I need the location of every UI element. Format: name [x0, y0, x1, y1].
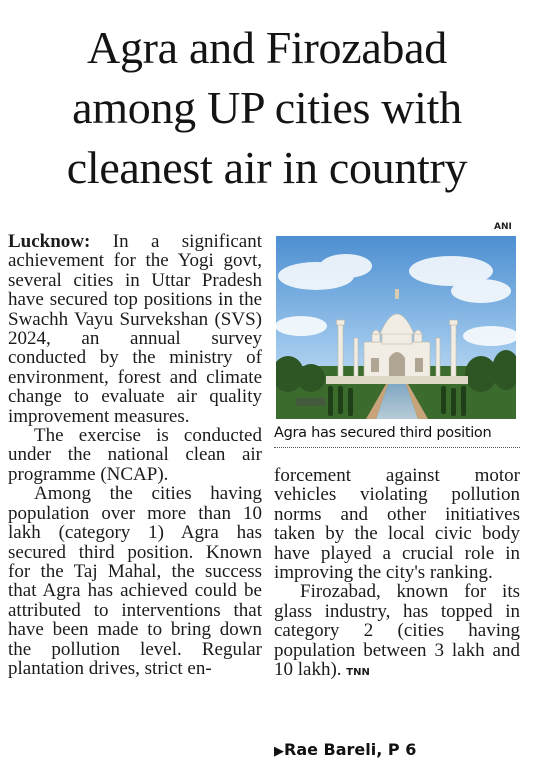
- article-paragraph-2: The exercise is conducted under the national clean air programme (NCAP).: [8, 425, 262, 485]
- headline-line-2: among UP cities with: [72, 82, 462, 133]
- article-column-left: [8, 232, 262, 678]
- article-paragraph-1: [8, 232, 262, 426]
- paragraph-1-text: In a significant achievement for the Yogi govt, several cities in Uttar Pradesh have secured top positions in the Swachh Vayu Survekshan (SVS) 2024, an annual survey conducted by the ministry of environment, forest and climate change to evaluate air quality improvement measures.: [8, 231, 262, 427]
- taj-mahal-illustration: [276, 236, 516, 419]
- headline: [0, 18, 534, 198]
- paragraph-4-text: Firozabad, known for its glass industry, has topped in category 2 (cities having population between 3 lakh and 10 lakh).: [274, 581, 520, 681]
- agency-tag: TNN: [346, 667, 370, 679]
- headline-line-3: cleanest air in country: [66, 142, 468, 193]
- article-column-right: [274, 466, 520, 682]
- triangle-right-icon: ▶: [274, 744, 284, 759]
- dateline: Lucknow:: [8, 231, 91, 252]
- headline-line-1: Agra and Firozabad: [87, 22, 447, 73]
- taj-mahal-photo: [276, 236, 516, 419]
- jump-label: Rae Bareli, P 6: [284, 740, 417, 759]
- continued-on-reference[interactable]: [274, 740, 416, 759]
- photo-caption: Agra has secured third position: [274, 425, 492, 441]
- photo-credit: ANI: [494, 222, 512, 232]
- article-paragraph-4: [274, 582, 520, 682]
- article-paragraph-3-part-1: Among the cities having population over more than 10 lakh (category 1) Agra has secured third position. Known for the Taj Mahal, the success that Agra has achieved could be attributed to interventions that have been made to bring down the pollution level. Regular plantation drives, strict en-: [8, 483, 262, 679]
- article-paragraph-3-part-2: forcement against motor vehicles violating pollution norms and other initiatives taken by the local civic body have played a crucial role in improving the city's ranking.: [274, 465, 520, 584]
- caption-divider: [274, 447, 520, 448]
